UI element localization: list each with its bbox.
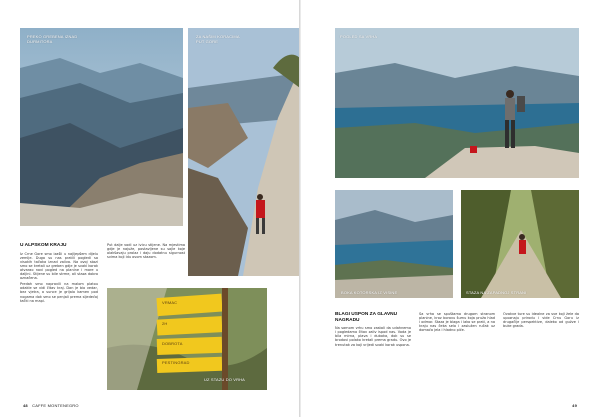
photo-forest-trail bbox=[461, 190, 579, 298]
caption-top-right: ZA NAŠIM KORACIMA PUT GORE bbox=[196, 34, 240, 44]
sign-line-4: PESTINGRAD bbox=[162, 360, 190, 365]
magazine-name: CAFFE MONTENEGRO bbox=[32, 403, 79, 408]
right-page bbox=[301, 0, 600, 417]
caption-bottom-right: UZ STAZU DO VRHA bbox=[204, 377, 245, 382]
left-section-heading: U ALPSKOM KRAJU bbox=[20, 243, 67, 248]
right-col1-paragraph: Na samom vrhu smo zastali da udahnemo i pogledamo čitav zaliv ispod nas. Voda je bila mirna, plava i duboka, dok su se brodovi polako kretali prema gradu. Ovo je trenutak za koji vrijedi svaki korak uspona. bbox=[335, 326, 411, 347]
folio-left bbox=[20, 403, 79, 408]
left-text-column-2 bbox=[107, 243, 185, 261]
sign-line-3: DOBROTA bbox=[162, 341, 183, 346]
caption-top-left: PREKO GREBENA IZNAD DURMITORA bbox=[27, 34, 78, 44]
caption-right-top: POGLED SA VRHA bbox=[340, 34, 378, 39]
caption-right-mid-right: STAZA NA ZAPADNOJ STRANI bbox=[466, 290, 527, 295]
right-text-column-3 bbox=[503, 312, 579, 330]
photo-hiker-bay bbox=[335, 28, 579, 178]
photo-bay-aerial bbox=[335, 190, 453, 298]
right-col2-paragraph: Sa vrha se spuštamo drugom stranom planine, kroz borovu šumu koja pruža hlad i odmor. Staza je blaga i lako se prati, a na kraju nas čeka selo i zaslužen ručak uz domaća jela i hladno piće. bbox=[419, 312, 495, 333]
left-col2-paragraph: Put dalje vodi uz ivicu stijene. Na mjestima gdje je najuže, postavljene su sajle koje olakšavaju prolaz i daju dodatnu sigurnost svima koji idu ovom stazom. bbox=[107, 243, 185, 260]
sign-line-1: VRMAC bbox=[162, 300, 178, 305]
caption-right-mid-left: BOKA KOTORSKA IZ VISINE bbox=[341, 290, 398, 295]
photo-trail-sign bbox=[107, 288, 267, 390]
left-col1-paragraph: Iz Crne Gore smo izašli u najljepšem dijelu zemlje. Dugo su nas pratili pogledi sa visokih tačaka iznad zaliva. Na ovoj stazi smo se kretali uz greben gdje je svaki korak otvarao novi pogled na planine i more u daljini. Stijene su bile strme, ali staza dobro označena. bbox=[20, 251, 98, 281]
sign-line-2: 2H bbox=[162, 321, 168, 326]
left-text-column-1 bbox=[20, 243, 98, 305]
right-col3-paragraph: Ovakve ture su idealne za sve koji žele da upoznaju prirodu i vide Crnu Goru iz drugačije perspektive, daleko od gužve i buke grada. bbox=[503, 312, 579, 329]
right-text-column-1 bbox=[335, 312, 411, 349]
left-page bbox=[0, 0, 299, 417]
photo-ridge-view bbox=[20, 28, 183, 226]
page-number-left: 48 bbox=[23, 403, 28, 408]
photo-hiker-cliff bbox=[188, 28, 299, 276]
left-col1-paragraph: Predah smo napravili na malom platou odakle se vidi čitav kraj. Dan je bio vedar, bez vjetra, a sunce je grijalo kamen pod nogama dok smo se penjali prema sljedećoj tački na mapi. bbox=[20, 282, 98, 303]
right-section-heading: BLAGI USPON ZA GLAVNU NAGRADU bbox=[335, 312, 398, 323]
right-text-column-2 bbox=[419, 312, 495, 334]
page-number-right: 49 bbox=[572, 403, 577, 408]
folio-right bbox=[569, 403, 580, 408]
